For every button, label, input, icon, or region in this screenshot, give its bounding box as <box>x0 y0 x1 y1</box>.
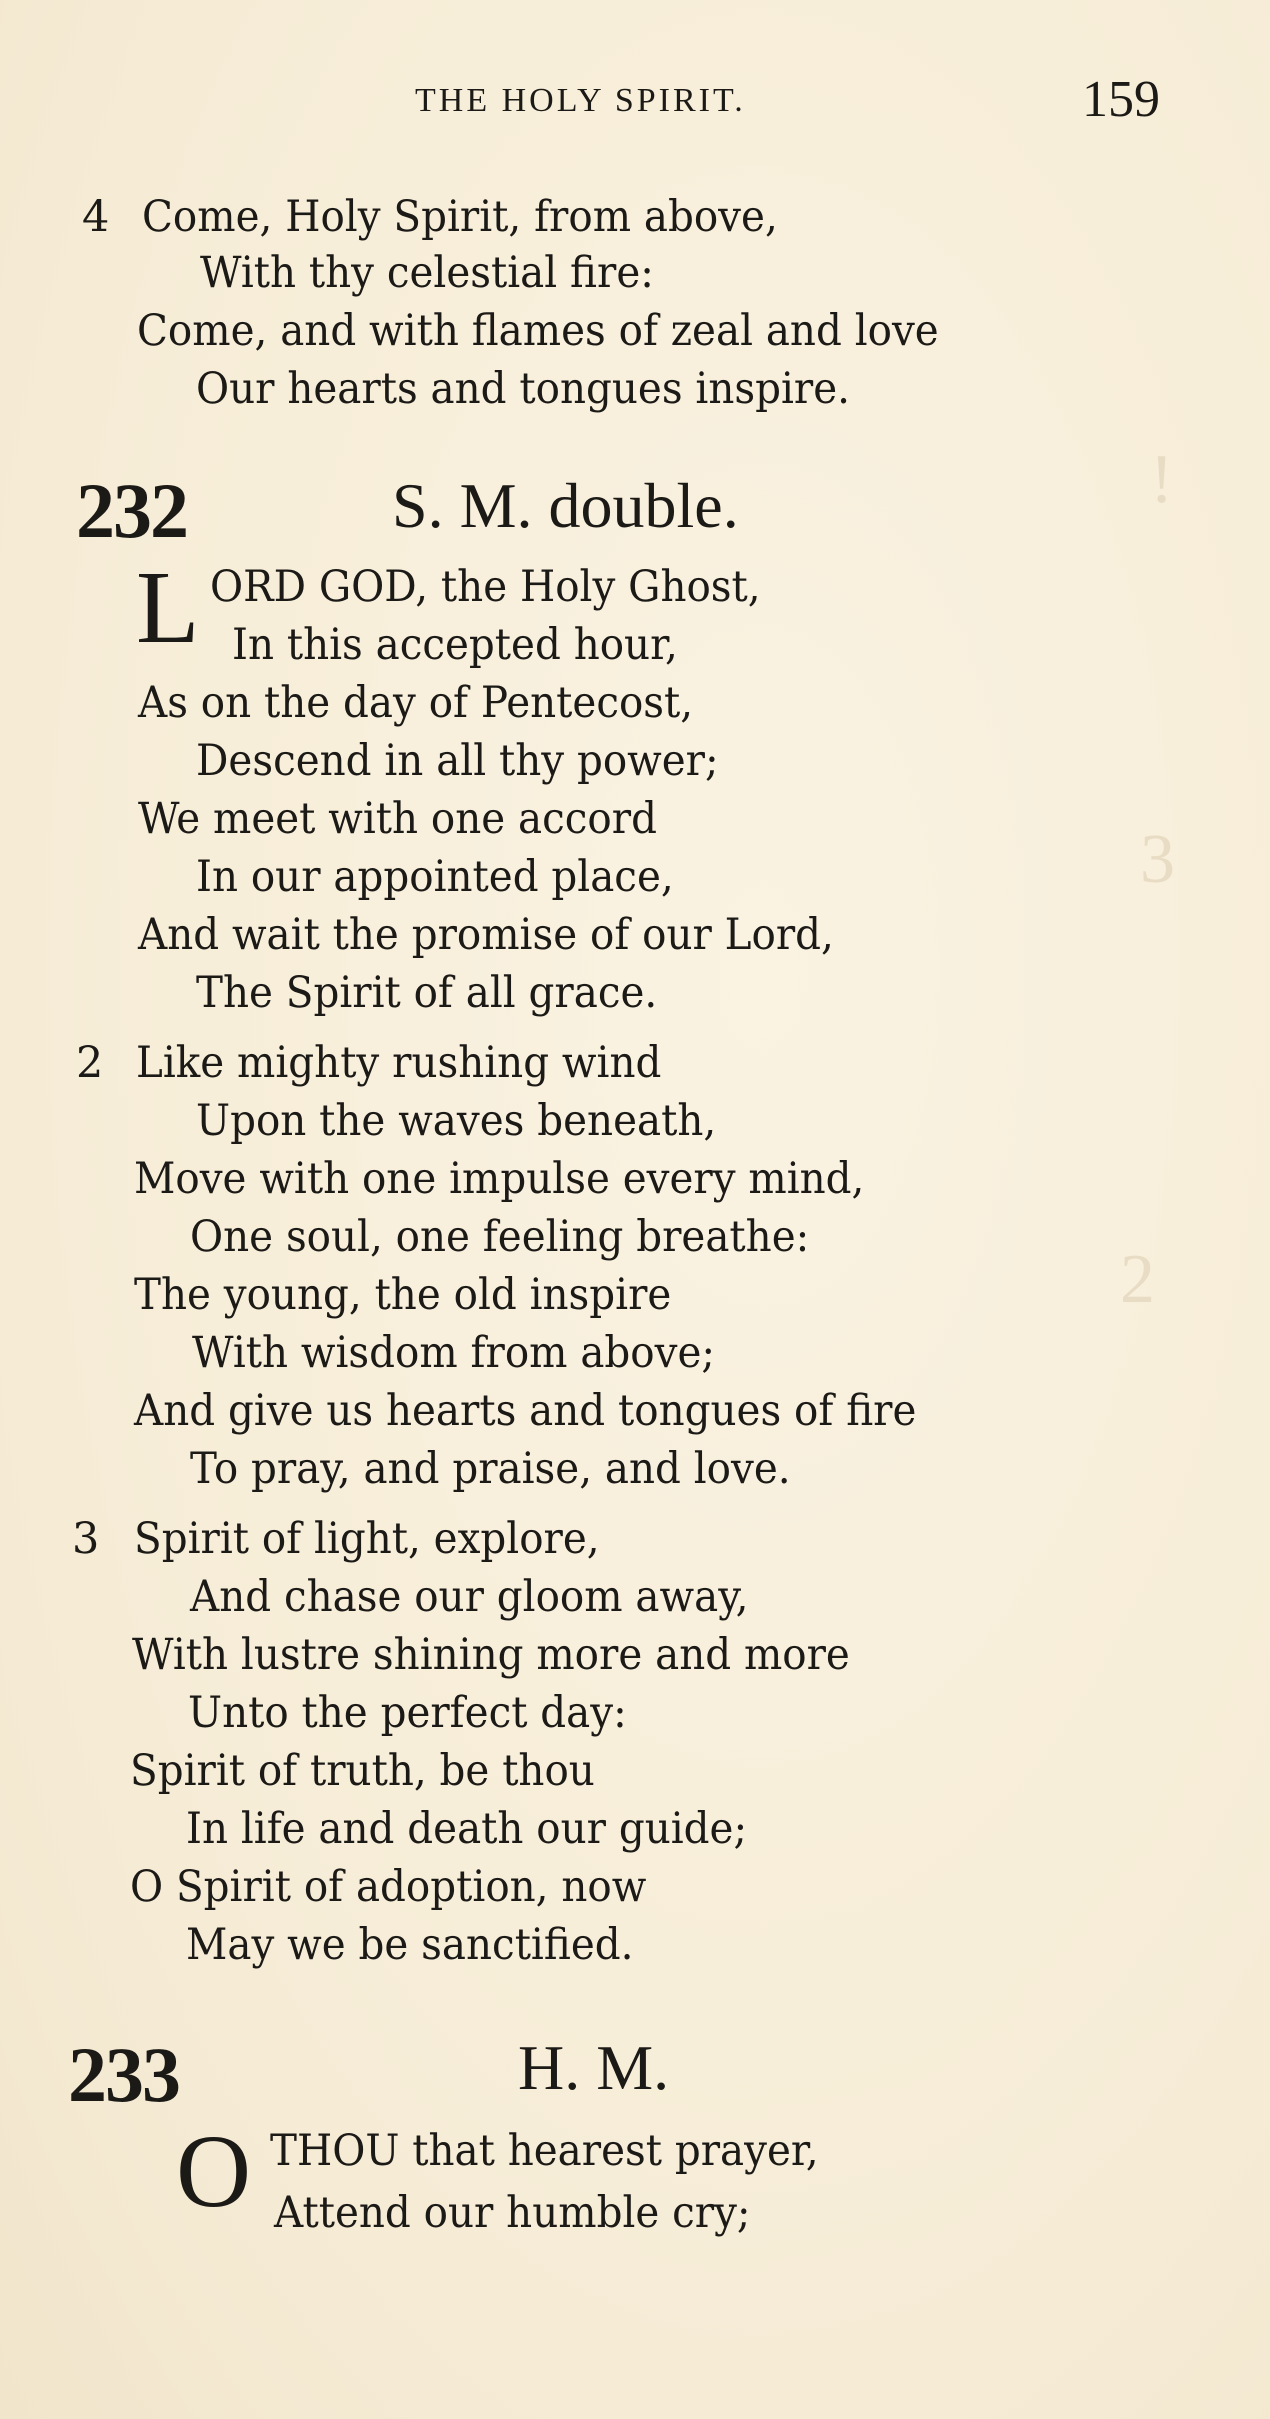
stanza-number: 2 <box>76 1038 104 1088</box>
verse-line: And wait the promise of our Lord, <box>138 910 834 960</box>
verse-line: To pray, and praise, and love. <box>190 1444 791 1494</box>
hymn-number: 232 <box>76 467 187 554</box>
verse-line: With lustre shining more and more <box>132 1630 850 1680</box>
verse-line: In this accepted hour, <box>232 620 678 670</box>
verse-line: The young, the old inspire <box>134 1270 672 1320</box>
verse-line: And give us hearts and tongues of fire <box>134 1386 917 1436</box>
verse-line: May we be sanctified. <box>186 1920 634 1970</box>
verse-line: And chase our gloom away, <box>190 1572 749 1622</box>
verse-line: In our appointed place, <box>196 852 674 902</box>
verse-line: Attend our humble cry; <box>274 2188 751 2238</box>
verse-line: Descend in all thy power; <box>196 736 719 786</box>
bleed-through-mark: 2 <box>1120 1241 1155 1318</box>
verse-line: O Spirit of adoption, now <box>130 1862 647 1912</box>
bleed-through-mark: ! <box>1150 441 1174 518</box>
verse-line: ORD GOD, the Holy Ghost, <box>210 562 761 612</box>
verse-line: Move with one impulse every mind, <box>134 1154 865 1204</box>
verse-line: One soul, one feeling breathe: <box>190 1212 810 1262</box>
verse-line: With thy celestial fire: <box>200 248 654 298</box>
bleed-through-mark: 3 <box>1140 821 1175 898</box>
verse-line: As on the day of Pentecost, <box>138 678 694 728</box>
page-number: 159 <box>1082 71 1160 128</box>
drop-cap: L <box>136 550 200 665</box>
verse-line: Unto the perfect day: <box>188 1688 627 1738</box>
running-header: THE HOLY SPIRIT. <box>415 82 746 119</box>
verse-line: Like mighty rushing wind <box>136 1038 662 1088</box>
verse-line: Our hearts and tongues inspire. <box>196 364 851 414</box>
stanza-number: 3 <box>72 1514 100 1564</box>
hymn-meter: H. M. <box>518 2032 670 2103</box>
verse-line: With wisdom from above; <box>192 1328 716 1378</box>
verse-line: Spirit of light, explore, <box>134 1514 600 1564</box>
verse-line: The Spirit of all grace. <box>196 968 658 1018</box>
verse-line: We meet with one accord <box>138 794 657 844</box>
verse-line: THOU that hearest prayer, <box>270 2126 819 2176</box>
verse-line: Come, and with flames of zeal and love <box>137 306 939 356</box>
drop-cap: O <box>176 2114 252 2229</box>
hymn-meter: S. M. double. <box>392 470 739 541</box>
verse-line: Upon the waves beneath, <box>196 1096 717 1146</box>
verse-line: Spirit of truth, be thou <box>130 1746 595 1796</box>
verse-line: Come, Holy Spirit, from above, <box>142 192 778 242</box>
hymn-number: 233 <box>68 2031 179 2118</box>
verse-line: In life and death our guide; <box>186 1804 748 1854</box>
stanza-number: 4 <box>82 192 110 242</box>
